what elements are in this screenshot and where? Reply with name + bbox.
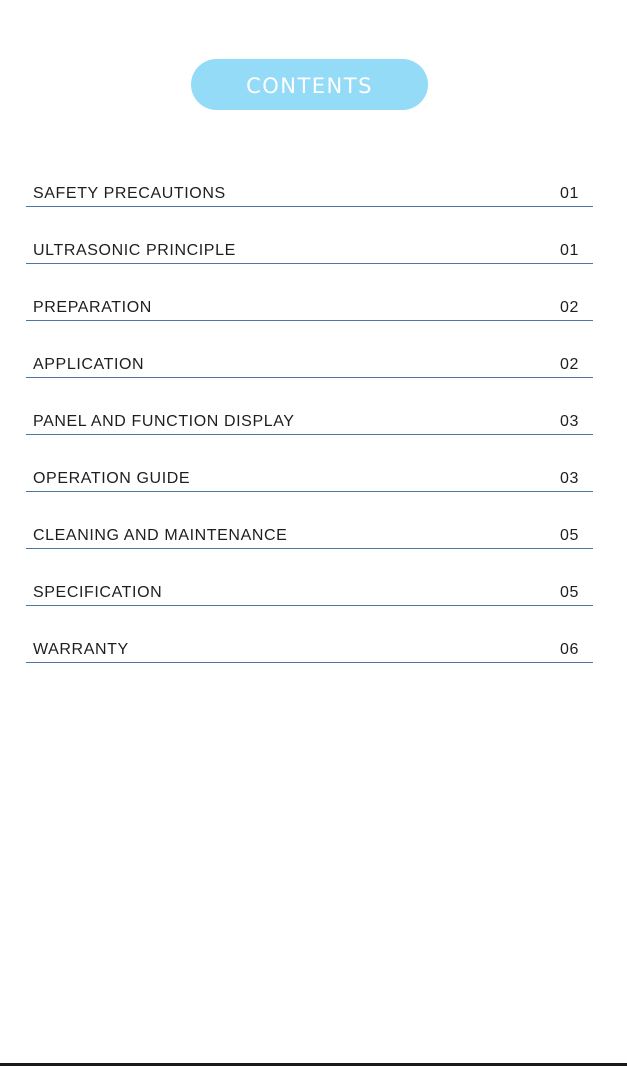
- toc-entry-page-number: 02: [560, 356, 579, 373]
- toc-entry-page-number: 01: [560, 185, 579, 202]
- toc-entry-warranty[interactable]: [26, 606, 593, 663]
- toc-entry-specification[interactable]: [26, 549, 593, 606]
- toc-entry-application[interactable]: [26, 321, 593, 378]
- toc-entry-label: OPERATION GUIDE: [33, 470, 191, 487]
- table-of-contents: [26, 150, 593, 663]
- toc-entry-label: WARRANTY: [33, 641, 129, 658]
- toc-entry-panel-and-function-display[interactable]: [26, 378, 593, 435]
- toc-entry-label: CLEANING AND MAINTENANCE: [33, 527, 288, 544]
- toc-entry-page-number: 05: [560, 584, 579, 601]
- toc-entry-preparation[interactable]: [26, 264, 593, 321]
- toc-entry-label: SAFETY PRECAUTIONS: [33, 185, 226, 202]
- contents-title: CONTENTS: [246, 73, 373, 98]
- toc-entry-page-number: 06: [560, 641, 579, 658]
- toc-entry-label: ULTRASONIC PRINCIPLE: [33, 242, 236, 259]
- toc-entry-page-number: 01: [560, 242, 579, 259]
- page-bottom-rule: [0, 1063, 627, 1066]
- toc-entry-page-number: 03: [560, 413, 579, 430]
- contents-header-pill: [191, 59, 428, 110]
- toc-entry-page-number: 03: [560, 470, 579, 487]
- toc-entry-label: SPECIFICATION: [33, 584, 163, 601]
- toc-entry-label: PANEL AND FUNCTION DISPLAY: [33, 413, 295, 430]
- toc-entry-label: PREPARATION: [33, 299, 152, 316]
- toc-entry-page-number: 02: [560, 299, 579, 316]
- toc-entry-operation-guide[interactable]: [26, 435, 593, 492]
- toc-entry-label: APPLICATION: [33, 356, 145, 373]
- toc-entry-page-number: 05: [560, 527, 579, 544]
- toc-entry-cleaning-and-maintenance[interactable]: [26, 492, 593, 549]
- toc-entry-safety-precautions[interactable]: [26, 150, 593, 207]
- toc-entry-ultrasonic-principle[interactable]: [26, 207, 593, 264]
